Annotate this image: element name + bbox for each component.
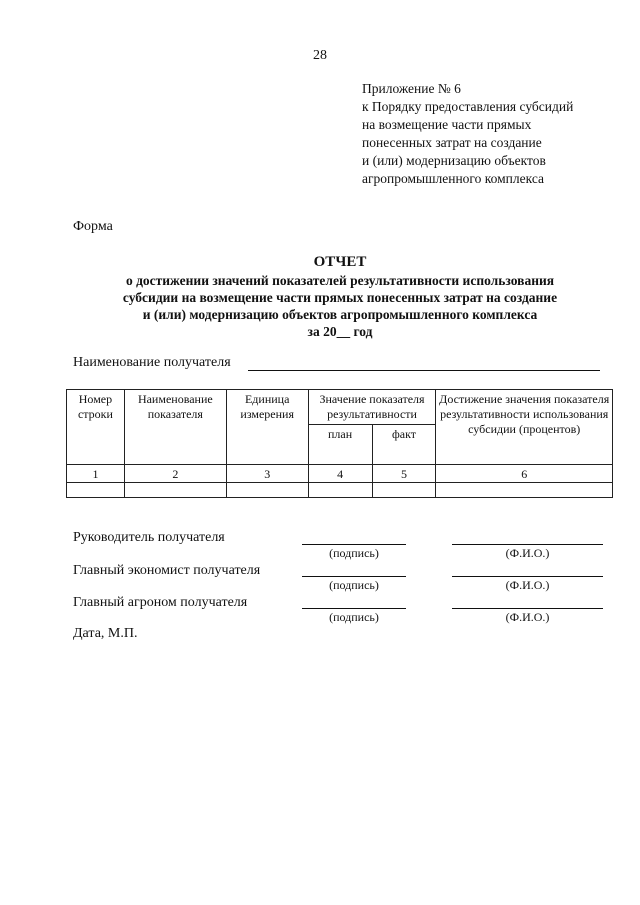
empty-cell[interactable] [67,483,125,498]
appendix-line: и (или) модернизацию объектов [362,153,546,168]
column-number: 5 [372,465,436,483]
name-caption: (Ф.И.О.) [505,546,550,560]
appendix-line: агропромышленного комплекса [362,171,544,186]
header-achievement: Достижение значения показателя результативности использования субсидии (процентов) [436,390,613,465]
signature-caption: (подпись) [329,546,379,560]
name-line[interactable] [452,576,603,577]
appendix-line: на возмещение части прямых [362,117,532,132]
empty-cell[interactable] [226,483,308,498]
column-number: 4 [308,465,372,483]
form-label: Форма [73,219,113,234]
signature-role-economist: Главный экономист получателя [73,563,261,578]
recipient-name-field[interactable] [248,370,600,371]
column-number: 6 [436,465,613,483]
header-indicator-value: Значение показателя результативности [308,390,436,425]
header-indicator-name: Наименование показателя [124,390,226,465]
table-row [67,483,613,498]
appendix-line: к Порядку предоставления субсидий [362,99,574,114]
title-heading: ОТЧЕТ [313,254,367,270]
title-year-line: за 20__ год [307,324,373,339]
signature-caption: (подпись) [329,578,379,592]
appendix-line: Приложение № 6 [362,81,461,96]
header-row-number: Номер строки [67,390,125,465]
empty-cell[interactable] [372,483,436,498]
name-line[interactable] [452,544,603,545]
recipient-label: Наименование получателя [73,355,231,370]
name-caption: (Ф.И.О.) [505,610,550,624]
date-stamp-label: Дата, М.П. [73,626,138,641]
appendix-header [362,80,573,188]
signature-role-agronomist: Главный агроном получателя [73,595,248,610]
title-line: и (или) модернизацию объектов агропромышленного комплекса [142,307,538,322]
signature-line[interactable] [302,544,406,545]
column-number: 3 [226,465,308,483]
appendix-line: понесенных затрат на создание [362,135,542,150]
signature-line[interactable] [302,576,406,577]
header-fact: факт [372,425,436,465]
name-caption: (Ф.И.О.) [505,578,550,592]
header-plan: план [308,425,372,465]
signature-line[interactable] [302,608,406,609]
column-number: 1 [67,465,125,483]
name-line[interactable] [452,608,603,609]
title-line: о достижении значений показателей результативности использования [125,273,555,288]
title-line: субсидии на возмещение части прямых понесенных затрат на создание [122,290,558,305]
column-number: 2 [124,465,226,483]
signature-caption: (подпись) [329,610,379,624]
report-title [60,252,620,340]
header-unit: Единица измерения [226,390,308,465]
signature-role-director: Руководитель получателя [73,530,225,545]
empty-cell[interactable] [436,483,613,498]
empty-cell[interactable] [308,483,372,498]
empty-cell[interactable] [124,483,226,498]
report-table [66,389,613,498]
page-number: 28 [313,48,327,63]
